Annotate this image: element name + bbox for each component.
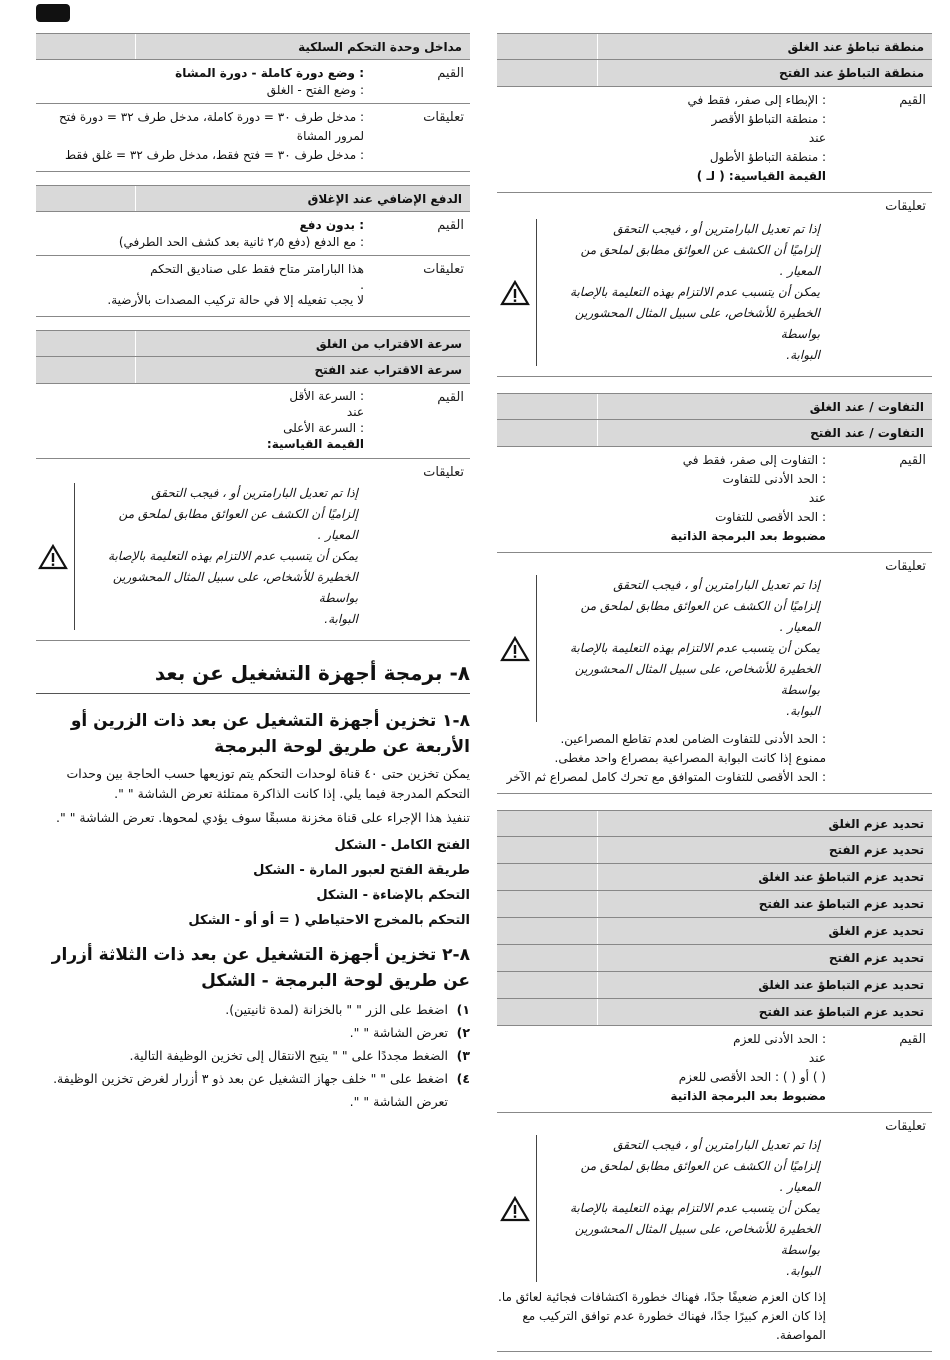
values-row — [36, 384, 470, 459]
standard-value: مضبوط بعد البرمجة الذاتية — [670, 1089, 826, 1103]
param-name: تحديد عزم الفتح — [597, 837, 932, 863]
comments-row — [36, 104, 470, 172]
warning-text — [536, 575, 826, 722]
step-text: اضغط على " " خلف جهاز التشغيل عن بعد ذو ٣ أزرار لغرض تخزين الوظيفة. — [53, 1071, 448, 1086]
warning-line: يمكن أن يتسبب عدم الالتزام بهذه التعليمة بالإصابة — [570, 1201, 820, 1215]
warning-line: البوابة. — [786, 1264, 820, 1278]
param-name: التفاوت / عند الفتح — [597, 420, 932, 446]
note-line: : الحد الأقصى للتفاوت المتوافق مع تحرك كامل لمصراع ثم الآخر — [506, 770, 826, 784]
warning-text — [74, 483, 364, 630]
param-name: سرعة الاقتراب عند الفتح — [135, 357, 470, 383]
param-name: تحديد عزم الغلق — [597, 811, 932, 836]
value-line: : السرعة الأعلى — [283, 421, 364, 435]
warning-line: البوابة. — [786, 348, 820, 362]
comment-line: هذا البارامتر متاح فقط على صناديق التحكم — [150, 262, 364, 276]
param-header — [497, 837, 932, 864]
comments-row — [36, 459, 470, 641]
value-line: : منطقة التباطؤ الأقصر — [711, 112, 826, 126]
param-name: تحديد عزم التباطؤ عند الفتح — [597, 891, 932, 917]
right-column — [497, 33, 932, 1352]
step-number — [448, 1092, 470, 1112]
warning-text — [536, 219, 826, 366]
comments-label: تعليقات — [423, 465, 464, 480]
param-header — [497, 810, 932, 837]
param-header — [497, 393, 932, 420]
steps-list — [36, 1000, 470, 1112]
warning-line: إلزاميًا أن الكشف عن العوائق مطابق لملحق من — [580, 599, 820, 613]
param-header — [497, 891, 932, 918]
paragraph: تنفيذ هذا الإجراء على قناة مخزنة مسبقًا سوف يؤدي لمحوها. تعرض الشاشة " ". — [56, 810, 470, 825]
left-column — [36, 33, 470, 1115]
warning-block — [497, 219, 826, 366]
comments-cell — [36, 459, 370, 640]
warning-triangle-icon — [500, 280, 530, 306]
param-header — [497, 864, 932, 891]
values-row — [497, 87, 932, 193]
param-name: مداخل وحدة التحكم السلكية — [135, 34, 470, 59]
page-number-tab — [36, 4, 70, 22]
param-header — [36, 357, 470, 384]
value-line: : وضع الفتح - الغلق — [266, 83, 364, 97]
step-item — [36, 1023, 470, 1043]
standard-value: القيمة القياسية: ( لـ ) — [696, 169, 826, 183]
param-name: الدفع الإضافي عند الإغلاق — [135, 186, 470, 211]
paragraph: يمكن تخزين حتى ٤٠ قناة لوحدات التحكم يتم توزيعها حسب الحاجة بين وحدات التحكم المدرجة فيما يلي. إذا كانت الذاكرة ممتلئة تعرض الشاشة " ". — [66, 766, 470, 801]
step-item — [36, 1069, 470, 1089]
warning-line: المعيار . — [317, 528, 358, 542]
warning-line: الخطيرة للأشخاص، على سبيل المثال المحشورين بواسطة — [574, 1222, 820, 1257]
standard-value: القيمة القياسية: — [266, 437, 364, 451]
param-table-extra-push — [36, 185, 470, 317]
warning-line: يمكن أن يتسبب عدم الالتزام بهذه التعليمة بالإصابة — [570, 641, 820, 655]
value-line: : مع الدفع (دفع ٢٫٥ ثانية بعد كشف الحد الطرفي) — [118, 235, 364, 249]
comments-cell — [36, 104, 370, 171]
comments-label: تعليقات — [885, 559, 926, 574]
param-header — [36, 330, 470, 357]
comments-cell — [497, 553, 832, 793]
comments-cell — [497, 1113, 832, 1351]
values-cell — [497, 447, 832, 552]
param-table-torque — [497, 810, 932, 1352]
value-line: : منطقة التباطؤ الأطول — [709, 150, 826, 164]
values-label: القيم — [437, 66, 464, 81]
step-text: تعرض الشاشة " ". — [349, 1094, 448, 1109]
value-line: : الحد الأدنى للتفاوت — [722, 472, 826, 486]
values-cell — [497, 1026, 832, 1112]
notes — [497, 1288, 826, 1345]
notes — [497, 730, 826, 787]
subsection-title: ٨-٢ تخزين أجهزة التشغيل عن بعد ذات الثلاثة أزرار عن طريق لوحة البرمجة - الشكل — [51, 945, 470, 991]
param-name: تحديد عزم الغلق — [597, 918, 932, 944]
value-line: : الحد الأقصى للتفاوت — [715, 510, 826, 524]
warning-line: الخطيرة للأشخاص، على سبيل المثال المحشورين بواسطة — [574, 662, 820, 697]
param-name: تحديد عزم الفتح — [597, 945, 932, 971]
warning-line: إذا تم تعديل البارامترين أو ، فيجب التحقق — [613, 1138, 820, 1152]
warning-line: الخطيرة للأشخاص، على سبيل المثال المحشورين بواسطة — [574, 306, 820, 341]
warning-triangle-icon — [500, 636, 530, 662]
comment-line: لا يجب تفعيله إلا في حالة تركيب المصدات بالأرضية. — [107, 293, 364, 307]
comments-row — [497, 193, 932, 377]
warning-line: إذا تم تعديل البارامترين أو ، فيجب التحقق — [613, 578, 820, 592]
warning-text — [536, 1135, 826, 1282]
param-table-wired-inputs — [36, 33, 470, 172]
param-header — [36, 33, 470, 60]
param-name: تحديد عزم التباطؤ عند الغلق — [597, 972, 932, 998]
param-name: تحديد عزم التباطؤ عند الفتح — [597, 999, 932, 1025]
values-cell — [497, 87, 832, 192]
step-number: ٤) — [456, 1071, 470, 1086]
warning-block — [36, 483, 364, 630]
param-header — [497, 60, 932, 87]
warning-line: البوابة. — [786, 704, 820, 718]
note-line: إذا كان العزم كبيرًا جدًا، فهناك خطورة عدم توافق التركيب مع المواصفة. — [522, 1309, 826, 1342]
param-header — [497, 999, 932, 1026]
value-line: : وضع دورة كاملة - دورة المشاة — [175, 66, 364, 80]
step-item — [36, 1000, 470, 1020]
param-header — [497, 918, 932, 945]
step-number: ٢) — [456, 1025, 470, 1040]
value-line: : السرعة الأقل — [289, 389, 364, 403]
values-row — [36, 60, 470, 104]
values-row — [36, 212, 470, 256]
remote-type-line: التحكم بالإضاءة - الشكل — [316, 888, 470, 903]
param-header — [497, 945, 932, 972]
warning-line: إذا تم تعديل البارامترين أو ، فيجب التحقق — [151, 486, 358, 500]
warning-block — [497, 575, 826, 722]
param-name: التفاوت / عند الغلق — [597, 394, 932, 419]
standard-value: مضبوط بعد البرمجة الذاتية — [670, 529, 826, 543]
value-line: عند — [346, 405, 364, 419]
warning-block — [497, 1135, 826, 1282]
comments-label: تعليقات — [885, 1119, 926, 1134]
warning-line: إلزاميًا أن الكشف عن العوائق مطابق لملحق من — [580, 1159, 820, 1173]
step-text: الضغط مجددًا على " " يتيح الانتقال إلى تخزين الوظيفة التالية. — [129, 1048, 448, 1063]
step-text: اضغط على الزر " " بالخزانة (لمدة ثانيتين). — [225, 1002, 448, 1017]
comments-row — [497, 553, 932, 794]
param-name: منطقة تباطؤ عند الغلق — [597, 34, 932, 59]
param-table-slowdown-zone — [497, 33, 932, 377]
warning-line: الخطيرة للأشخاص، على سبيل المثال المحشورين بواسطة — [112, 570, 358, 605]
comments-row — [497, 1113, 932, 1352]
comments-cell — [497, 193, 832, 376]
warning-line: المعيار . — [779, 264, 820, 278]
subsection-title: ٨-١ تخزين أجهزة التشغيل عن بعد ذات الزرين أو الأربعة عن طريق لوحة البرمجة — [70, 711, 470, 757]
value-line: عند — [808, 491, 826, 505]
param-header — [497, 420, 932, 447]
step-number: ٣) — [456, 1048, 470, 1063]
comments-cell — [36, 256, 370, 316]
warning-line: المعيار . — [779, 1180, 820, 1194]
comment-line: : مدخل طرف ٣٠ = دورة كاملة، مدخل طرف ٣٢ = دورة فتح لمرور المشاة — [58, 110, 364, 143]
values-cell — [36, 212, 370, 255]
comments-row — [36, 256, 470, 317]
step-number: ١) — [456, 1002, 470, 1017]
remote-type-line: الفتح الكامل - الشكل — [334, 838, 470, 853]
param-table-overlap — [497, 393, 932, 794]
values-label: القيم — [899, 453, 926, 468]
warning-line: المعيار . — [779, 620, 820, 634]
warning-line: يمكن أن يتسبب عدم الالتزام بهذه التعليمة بالإصابة — [570, 285, 820, 299]
value-line: عند — [808, 131, 826, 145]
comments-label: تعليقات — [423, 262, 464, 277]
note-line: إذا كان العزم ضعيفًا جدًا، فهناك خطورة اكتشافات فجائية لعائق ما. — [498, 1290, 826, 1304]
note-line: ممنوع إذا كانت البوابة المصراعية بمصراع واحد مغطى. — [554, 751, 826, 765]
step-item — [36, 1092, 470, 1112]
warning-line: إلزاميًا أن الكشف عن العوائق مطابق لملحق من — [580, 243, 820, 257]
param-table-approach-speed — [36, 330, 470, 641]
values-cell — [36, 384, 370, 458]
remote-type-line: التحكم بالمخرج الاحتياطي ( = أو أو - الشكل — [188, 913, 470, 928]
values-cell — [36, 60, 370, 103]
values-label: القيم — [437, 218, 464, 233]
warning-triangle-icon — [500, 1196, 530, 1222]
values-label: القيم — [899, 1032, 926, 1047]
values-label: القيم — [437, 390, 464, 405]
values-row — [497, 1026, 932, 1113]
param-header — [36, 185, 470, 212]
warning-line: إلزاميًا أن الكشف عن العوائق مطابق لملحق من — [118, 507, 358, 521]
value-line: ( ) أو ( ) : الحد الأقصى للعزم — [678, 1070, 826, 1084]
param-name: منطقة التباطؤ عند الفتح — [597, 60, 932, 86]
comment-line: . — [360, 278, 364, 292]
remote-type-line: طريقة الفتح لعبور المارة - الشكل — [253, 863, 470, 878]
warning-line: إذا تم تعديل البارامترين أو ، فيجب التحقق — [613, 222, 820, 236]
value-line: عند — [808, 1051, 826, 1065]
section-title: ٨- برمجة أجهزة التشغيل عن بعد — [36, 661, 470, 694]
value-line: : الإبطاء إلى صفر، فقط في — [687, 93, 826, 107]
value-line: : بدون دفع — [299, 218, 364, 232]
values-row — [497, 447, 932, 553]
value-line: : الحد الأدنى للعزم — [733, 1032, 826, 1046]
warning-line: يمكن أن يتسبب عدم الالتزام بهذه التعليمة بالإصابة — [108, 549, 358, 563]
step-item — [36, 1046, 470, 1066]
comments-label: تعليقات — [423, 110, 464, 125]
param-header — [497, 33, 932, 60]
values-label: القيم — [899, 93, 926, 108]
note-line: : الحد الأدنى للتفاوت الضامن لعدم تقاطع المصراعين. — [560, 732, 826, 746]
param-header — [497, 972, 932, 999]
comments-label: تعليقات — [885, 199, 926, 214]
step-text: تعرض الشاشة " ". — [349, 1025, 448, 1040]
value-line: : التفاوت إلى صفر، فقط في — [682, 453, 826, 467]
warning-triangle-icon — [38, 544, 68, 570]
comment-line: : مدخل طرف ٣٠ = فتح فقط، مدخل طرف ٣٢ = غلق فقط — [64, 148, 364, 162]
warning-line: البوابة. — [324, 612, 358, 626]
param-name: تحديد عزم التباطؤ عند الغلق — [597, 864, 932, 890]
param-name: سرعة الاقتراب من الغلق — [135, 331, 470, 356]
